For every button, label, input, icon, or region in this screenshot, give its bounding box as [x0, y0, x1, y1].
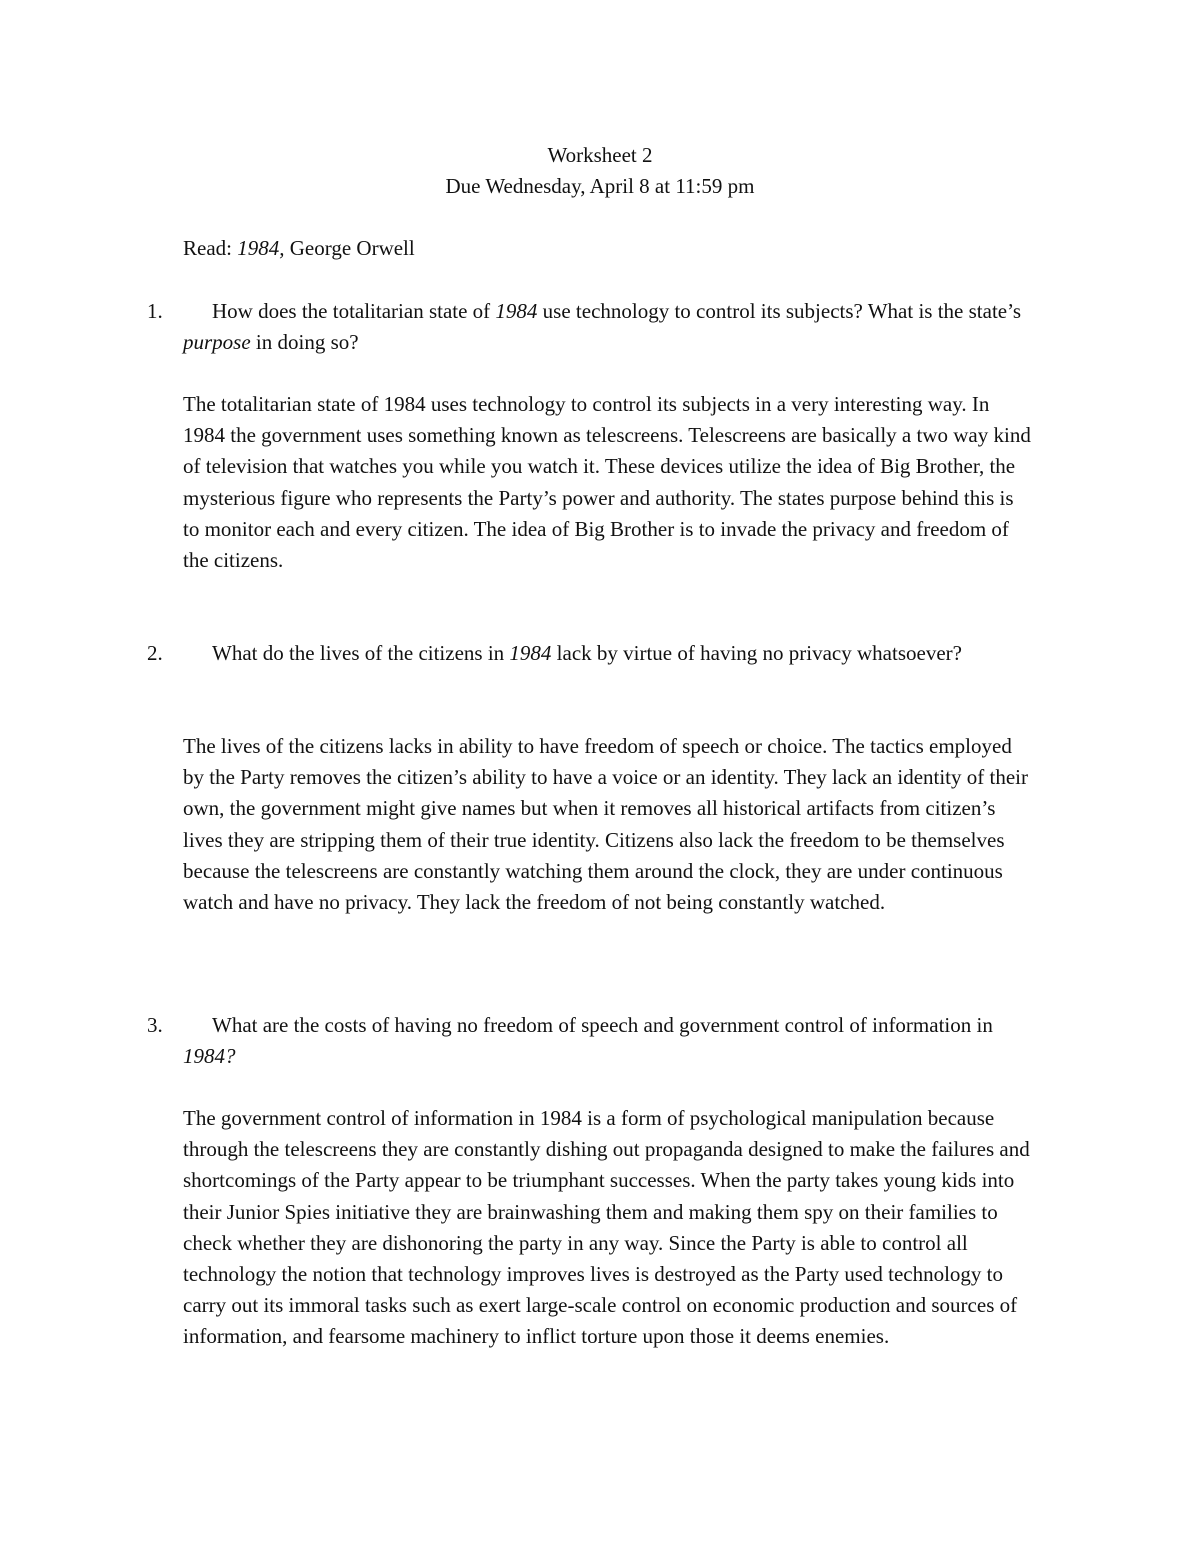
reading-assignment — [183, 233, 415, 264]
reading-author: George Orwell — [284, 236, 415, 260]
question-2-number: 2. — [147, 641, 163, 665]
question-1-text: How does the totalitarian state of 1984 use technology to control its subjects? What is the state’s purpose in doing so? — [183, 299, 1022, 354]
answer-3 — [183, 1103, 1033, 1353]
question-2-text: What do the lives of the citizens in 1984 lack by virtue of having no privacy whatsoever? — [212, 641, 962, 665]
question-3-number: 3. — [147, 1013, 163, 1037]
answer-2-text: The lives of the citizens lacks in ability to have freedom of speech or choice. The tactics employed by the Party removes the citizen’s ability to have a voice or an identity. They lack an identity of their own, the government might give names but when it removes all historical artifacts from citizen’s lives they are stripping them of their true identity. Citizens also lack the freedom to be themselves because the telescreens are constantly watching them around the clock, they are under continuous watch and have no privacy. They lack the freedom of not being constantly watched. — [183, 734, 1028, 915]
reading-prefix: Read: — [183, 236, 238, 260]
answer-1 — [183, 389, 1033, 576]
question-3-text: What are the costs of having no freedom of speech and government control of information in 1984? — [183, 1013, 993, 1068]
answer-1-text: The totalitarian state of 1984 uses technology to control its subjects in a very interesting way. In 1984 the government uses something known as telescreens. Telescreens are basically a two way kind of television that watches you while you watch it. These devices utilize the idea of Big Brother, the mysterious figure who represents the Party’s power and authority. The states purpose behind this is to monitor each and every citizen. The idea of Big Brother is to invade the privacy and freedom of the citizens. — [183, 392, 1031, 573]
question-1-number: 1. — [147, 299, 163, 323]
reading-book-title: 1984, — [237, 236, 285, 260]
due-date: Due Wednesday, April 8 at 11:59 pm — [445, 174, 755, 198]
worksheet-title: Worksheet 2 — [547, 143, 653, 167]
answer-3-text: The government control of information in 1984 is a form of psychological manipulation because through the telescreens they are constantly dishing out propaganda designed to make the failures and shortcomings of the Party appear to be triumphant successes. When the party takes young kids into their Junior Spies initiative they are brainwashing them and making them spy on their families to check whether they are dishonoring the party in any way. Since the Party is able to control all technology the notion that technology improves lives is destroyed as the Party used technology to carry out its immoral tasks such as exert large-scale control on economic production and sources of information, and fearsome machinery to inflict torture upon those it deems enemies. — [183, 1106, 1030, 1349]
answer-2 — [183, 731, 1033, 918]
